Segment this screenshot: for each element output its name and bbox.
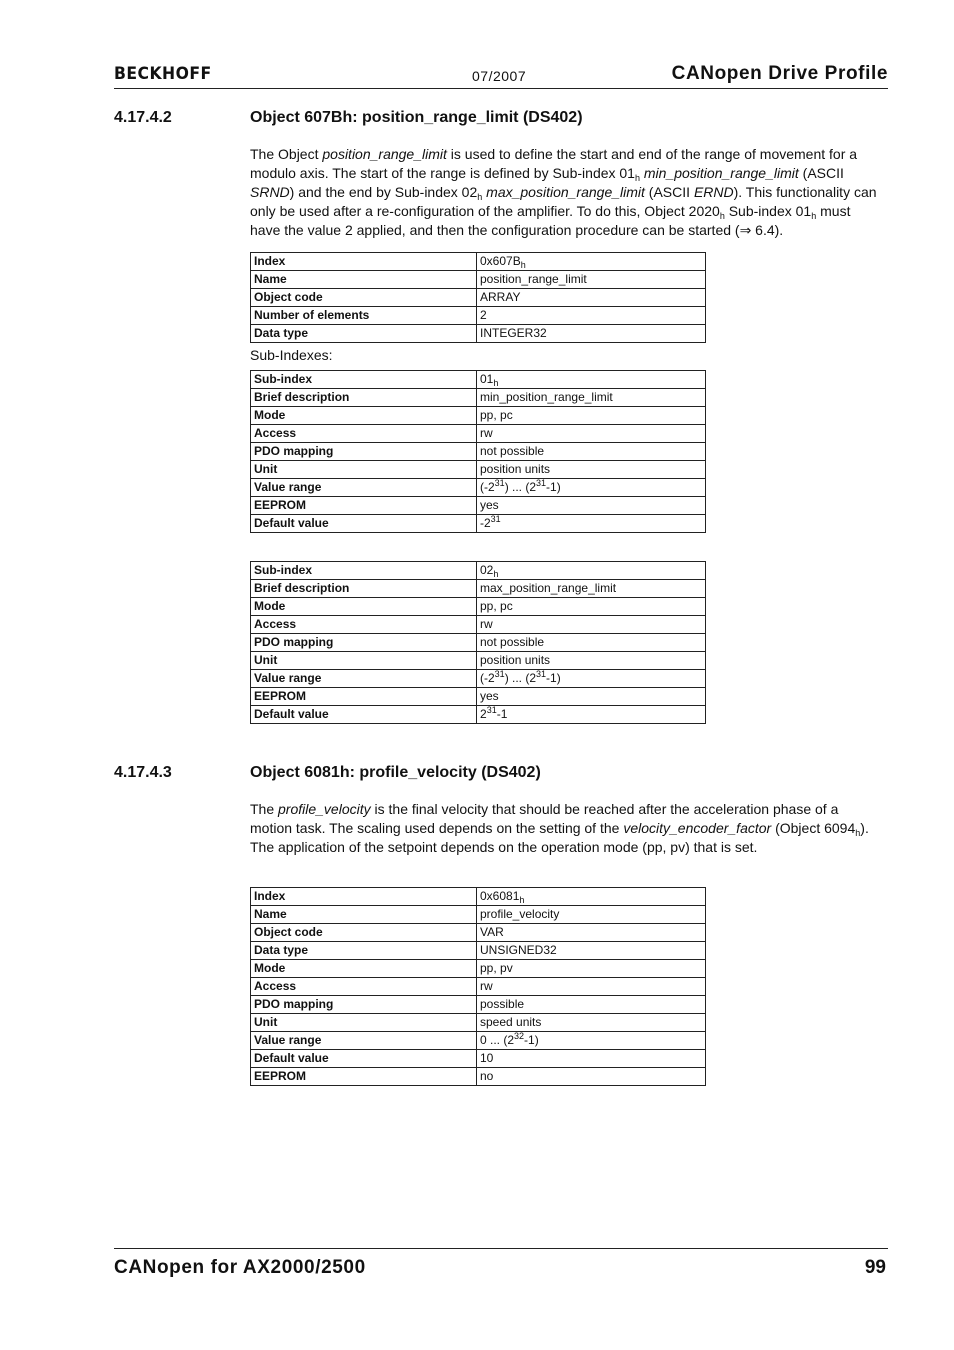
subscript: h (477, 192, 483, 202)
subscript: h (811, 211, 817, 221)
italic-term: SRND (250, 184, 290, 200)
property-name: Default value (251, 706, 477, 724)
text-run: possible (480, 997, 525, 1011)
table-607b-subindex-01 (250, 370, 706, 533)
table-row (251, 706, 706, 724)
property-value (477, 515, 706, 533)
property-name: Unit (251, 1014, 477, 1032)
table-6081-object (250, 887, 706, 1086)
footer-title: CANopen for AX2000/2500 (114, 1257, 366, 1278)
table-row (251, 325, 706, 343)
text-run: ) and the end by Sub-index 02 (289, 184, 478, 200)
property-name: Sub-index (251, 562, 477, 580)
text-run: 10 (480, 1051, 494, 1065)
paragraph (250, 838, 882, 857)
text-run: UNSIGNED32 (480, 943, 557, 957)
property-value (477, 634, 706, 652)
table-row (251, 425, 706, 443)
property-name: EEPROM (251, 688, 477, 706)
text-run: 0x607B (480, 254, 521, 268)
superscript: 31 (486, 705, 497, 715)
text-run: rw (480, 979, 493, 993)
table-row (251, 253, 706, 271)
brand-logo: BECKHOFF (114, 64, 212, 84)
property-name: EEPROM (251, 1068, 477, 1086)
property-value (477, 461, 706, 479)
table-row (251, 960, 706, 978)
property-name: Value range (251, 479, 477, 497)
subscript: h (634, 173, 640, 183)
text-run: yes (480, 498, 499, 512)
property-name: Default value (251, 515, 477, 533)
property-value (477, 253, 706, 271)
property-value (477, 443, 706, 461)
text-run: position_range_limit (480, 272, 587, 286)
text-run: speed units (480, 1015, 542, 1029)
paragraph (250, 800, 882, 838)
section-number: 4.17.4.3 (114, 764, 172, 781)
italic-term: velocity_encoder_factor (623, 820, 772, 836)
table-row (251, 652, 706, 670)
property-value (477, 425, 706, 443)
property-name: Mode (251, 960, 477, 978)
text-run: VAR (480, 925, 504, 939)
table-row (251, 1050, 706, 1068)
property-value (477, 616, 706, 634)
table-row (251, 598, 706, 616)
property-value (477, 670, 706, 688)
property-value (477, 906, 706, 924)
property-value (477, 479, 706, 497)
text-run: ) ... (2 (504, 671, 537, 685)
page-footer (114, 1248, 888, 1283)
table-row (251, 670, 706, 688)
property-value (477, 371, 706, 389)
property-value (477, 978, 706, 996)
sub-indexes-label: Sub-Indexes: (250, 347, 333, 363)
table-row (251, 1032, 706, 1050)
table-row (251, 906, 706, 924)
text-run: Sub-index 01 (724, 203, 812, 219)
property-value (477, 960, 706, 978)
table-row (251, 515, 706, 533)
property-name: Number of elements (251, 307, 477, 325)
text-run: profile_velocity (480, 907, 560, 921)
property-value (477, 562, 706, 580)
property-name: Access (251, 425, 477, 443)
text-run: -1 (496, 707, 508, 721)
text-run: position units (480, 462, 551, 476)
property-name: Value range (251, 670, 477, 688)
table-row (251, 497, 706, 515)
superscript: 31 (536, 478, 547, 488)
property-name: Mode (251, 407, 477, 425)
property-name: Data type (251, 942, 477, 960)
property-value (477, 598, 706, 616)
text-run: not possible (480, 635, 545, 649)
page-number: 99 (864, 1257, 886, 1278)
text-run: max_position_range_limit (480, 581, 617, 595)
text-run: pp, pv (480, 961, 513, 975)
text-run: rw (480, 617, 493, 631)
property-name: Value range (251, 1032, 477, 1050)
subscript: h (719, 211, 725, 221)
text-run: is the final velocity that should be reached after the acceleration phase of a motion task. The scaling used depends on the setting of the (250, 801, 839, 836)
property-name: Object code (251, 289, 477, 307)
table-row (251, 443, 706, 461)
property-value (477, 325, 706, 343)
table-row (251, 461, 706, 479)
property-name: Index (251, 253, 477, 271)
text-run: rw (480, 426, 493, 440)
text-run: -1) (546, 671, 561, 685)
table-607b-object (250, 252, 706, 343)
property-value (477, 706, 706, 724)
text-run: -1) (524, 1033, 539, 1047)
header-title: CANopen Drive Profile (671, 63, 888, 84)
text-run: (Object 6094 (771, 820, 856, 836)
property-name: Mode (251, 598, 477, 616)
superscript: 31 (494, 478, 505, 488)
subscript: h (493, 378, 499, 388)
table-row (251, 616, 706, 634)
property-value (477, 1014, 706, 1032)
italic-term: ERND (693, 184, 734, 200)
text-run: no (480, 1069, 494, 1083)
property-value (477, 942, 706, 960)
text-run: position units (480, 653, 551, 667)
header-date: 07/2007 (472, 68, 527, 84)
italic-term: min_position_range_limit (643, 165, 799, 181)
table-row (251, 307, 706, 325)
text-run: yes (480, 689, 499, 703)
text-run: 02 (480, 563, 494, 577)
property-name: Default value (251, 1050, 477, 1068)
property-value (477, 1068, 706, 1086)
property-name: Brief description (251, 580, 477, 598)
table-row (251, 1014, 706, 1032)
section-title: Object 6081h: profile_velocity (DS402) (250, 764, 541, 781)
table-row (251, 479, 706, 497)
property-name: Brief description (251, 389, 477, 407)
text-run: 0 ... (2 (480, 1033, 515, 1047)
text-run: The Object (250, 146, 323, 162)
text-run: ) ... (2 (504, 480, 537, 494)
property-value (477, 652, 706, 670)
text-run: must have the value 2 applied, and then the configuration procedure can be started (⇒ 6.4). (250, 203, 851, 238)
property-value (477, 688, 706, 706)
property-value (477, 924, 706, 942)
section-607b-description (250, 145, 882, 240)
table-row (251, 1068, 706, 1086)
property-name: PDO mapping (251, 443, 477, 461)
table-row (251, 271, 706, 289)
property-name: Unit (251, 652, 477, 670)
property-value (477, 271, 706, 289)
text-run: pp, pc (480, 599, 513, 613)
property-name: Object code (251, 924, 477, 942)
property-name: Data type (251, 325, 477, 343)
subscript: h (519, 895, 525, 905)
table-row (251, 562, 706, 580)
table-row (251, 978, 706, 996)
text-run: The (250, 801, 279, 817)
text-run: 01 (480, 372, 494, 386)
property-name: PDO mapping (251, 634, 477, 652)
property-name: Index (251, 888, 477, 906)
table-607b-subindex-02 (250, 561, 706, 724)
italic-term: position_range_limit (322, 146, 447, 162)
table-row (251, 888, 706, 906)
superscript: 31 (536, 669, 547, 679)
superscript: 32 (514, 1031, 525, 1041)
text-run: ARRAY (480, 290, 521, 304)
text-run: -2 (480, 516, 491, 530)
table-row (251, 996, 706, 1014)
property-name: Name (251, 906, 477, 924)
text-run: INTEGER32 (480, 326, 547, 340)
table-row (251, 580, 706, 598)
property-value (477, 307, 706, 325)
property-value (477, 407, 706, 425)
text-run: (ASCII (644, 184, 694, 200)
text-run: 2 (480, 308, 487, 322)
section-6081-description (250, 800, 882, 857)
table-row (251, 389, 706, 407)
subscript: h (520, 260, 526, 270)
table-row (251, 942, 706, 960)
superscript: 31 (490, 514, 501, 524)
property-name: Access (251, 978, 477, 996)
text-run: not possible (480, 444, 545, 458)
property-value (477, 1050, 706, 1068)
property-name: Access (251, 616, 477, 634)
page-header (114, 62, 888, 89)
property-name: Unit (251, 461, 477, 479)
text-run: is used to define the start and end of the range of movement for a modulo axis. The start of the range is defined by Sub-index 01 (250, 146, 858, 181)
italic-term: profile_velocity (278, 801, 371, 817)
property-value (477, 389, 706, 407)
property-name: PDO mapping (251, 996, 477, 1014)
text-run: (-2 (480, 480, 495, 494)
property-value (477, 996, 706, 1014)
subscript: h (493, 569, 499, 579)
property-name: Sub-index (251, 371, 477, 389)
text-run: 2 (480, 707, 487, 721)
text-run: (ASCII (798, 165, 844, 181)
italic-term: max_position_range_limit (486, 184, 645, 200)
subscript: h (855, 828, 861, 838)
text-run: min_position_range_limit (480, 390, 613, 404)
table-row (251, 289, 706, 307)
text-run: 0x6081 (480, 889, 520, 903)
table-row (251, 371, 706, 389)
text-run: ). (860, 820, 869, 836)
text-run: (-2 (480, 671, 495, 685)
property-value (477, 888, 706, 906)
text-run: pp, pc (480, 408, 513, 422)
text-run: -1) (546, 480, 561, 494)
paragraph (250, 145, 882, 240)
property-value (477, 289, 706, 307)
table-row (251, 634, 706, 652)
text-run: ). This functionality can only be used after a re-configuration of the amplifier. To do this, Object 2020 (250, 184, 877, 219)
table-row (251, 407, 706, 425)
property-name: Name (251, 271, 477, 289)
table-row (251, 924, 706, 942)
property-value (477, 1032, 706, 1050)
table-row (251, 688, 706, 706)
text-run: The application of the setpoint depends on the operation mode (pp, pv) that is set. (250, 839, 758, 855)
property-name: EEPROM (251, 497, 477, 515)
section-number: 4.17.4.2 (114, 109, 172, 126)
section-title: Object 607Bh: position_range_limit (DS402) (250, 109, 583, 126)
superscript: 31 (494, 669, 505, 679)
property-value (477, 497, 706, 515)
property-value (477, 580, 706, 598)
